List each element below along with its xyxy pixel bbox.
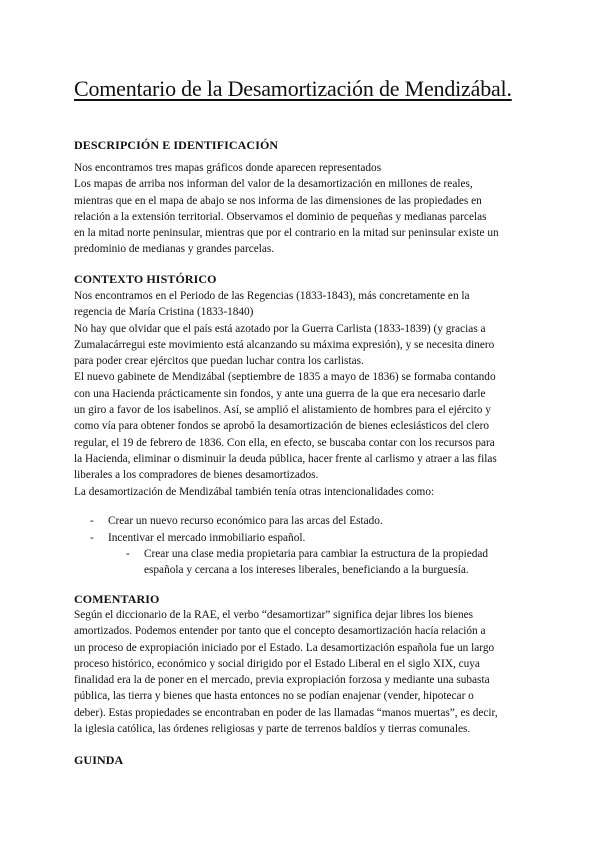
list-item-text: Crear un nuevo recurso económico para las arcas del Estado.: [108, 515, 383, 527]
list-item: [90, 513, 383, 529]
text-line: con una Hacienda prácticamente sin fondos, y ante una guerra de la que era necesario darle: [74, 387, 486, 400]
text-line: como vía para obtener fondos se aprobó la desamortización de bienes eclesiásticos del clero: [74, 420, 490, 433]
text-line: un proceso de expropiación iniciado por el Estado. La desamortización española fue un largo: [74, 641, 495, 654]
text-line: regencia de María Cristina (1833-1840): [74, 306, 254, 319]
text-line: un giro a favor de los isabelinos. Así, se amplió el alistamiento de hombres para el ejército y: [74, 404, 491, 417]
text-line: la iglesia católica, las órdenes religiosas y parte de terrenos baldíos y tierras comunales.: [74, 723, 471, 736]
text-line: predominio de medianas y grandes parcelas.: [74, 243, 275, 256]
text-line: Zumalacárregui este movimiento está alcanzando su máxima expresión), y se necesita dinero: [74, 338, 495, 351]
section-heading-descripcion: DESCRIPCIÓN E IDENTIFICACIÓN: [74, 138, 279, 152]
list-dash: -: [126, 548, 130, 560]
text-line: relación a la extensión territorial. Observamos el dominio de pequeñas y medianas parcelas: [74, 210, 487, 223]
list-dash: -: [90, 515, 94, 527]
text-line: deber). Estas propiedades se encontraban en poder de las llamadas “manos muertas”, es decir,: [74, 706, 498, 719]
section-heading-contexto: CONTEXTO HISTÓRICO: [74, 272, 217, 286]
list-item-text: Crear una clase media propietaria para cambiar la estructura de la propiedad: [144, 548, 489, 560]
text-line: mientras que en el mapa de abajo se nos informa de las dimensiones de las propiedades en: [74, 194, 482, 207]
text-line: Nos encontramos en el Periodo de las Regencias (1833-1843), más concretamente en la: [74, 290, 470, 302]
text-line: Según el diccionario de la RAE, el verbo “desamortizar” significa dejar libres los bienes: [74, 609, 474, 621]
text-line: Los mapas de arriba nos informan del valor de la desamortización en millones de reales,: [74, 178, 473, 191]
document-title: Comentario de la Desamortización de Mendizábal.: [74, 76, 512, 101]
text-line: pública, las tierra y bienes que hasta entonces no se podían enajenar (vender, hipotecar o: [74, 690, 474, 703]
list-dash: -: [90, 532, 94, 544]
text-line: la Hacienda, eliminar o disminuir la deuda pública, hacer frente al carlismo y atraer a las filas: [74, 452, 497, 465]
text-line: amortizados. Podemos entender por tanto que el concepto desamortización hacía relación a: [74, 625, 486, 638]
comentario-paragraph: [74, 607, 534, 737]
descripcion-paragraph: [74, 160, 534, 258]
text-line: proceso histórico, económico y social dirigido por el Estado Liberal en el siglo XIX, cuya: [74, 657, 480, 670]
section-heading-comentario: COMENTARIO: [74, 592, 160, 606]
contexto-paragraph: [74, 288, 534, 500]
text-line: para poder crear ejércitos que puedan luchar contra los carlistas.: [74, 355, 364, 368]
list-item-text: Incentivar el mercado inmobiliario español.: [108, 532, 306, 544]
list-item-text: española y cercana a los intereses liberales, beneficiando a la burguesía.: [144, 564, 469, 577]
text-line: regular, el 19 de febrero de 1836. Con ella, en efecto, se buscaba contar con los recursos para: [74, 436, 495, 449]
list-item-nested: [126, 546, 489, 579]
text-line: liberales a los compradores de bienes desamortizados.: [74, 469, 319, 482]
text-line: en la mitad norte peninsular, mientras que por el contrario en la mitad sur peninsular existe un: [74, 227, 499, 240]
section-heading-guinda: GUINDA: [74, 753, 124, 767]
text-line: El nuevo gabinete de Mendizábal (septiembre de 1835 a mayo de 1836) se formaba contando: [74, 371, 496, 384]
text-line: Nos encontramos tres mapas gráficos donde aparecen representados: [74, 162, 382, 174]
list-item: [90, 530, 306, 546]
text-line: No hay que olvidar que el país está azotado por la Guerra Carlista (1833-1839) (y gracias a: [74, 322, 486, 335]
text-line: finalidad era la de poner en el mercado, previa expropiación forzosa y mediante una subasta: [74, 674, 490, 687]
text-line: La desamortización de Mendizábal también tenía otras intencionalidades como:: [74, 485, 435, 498]
